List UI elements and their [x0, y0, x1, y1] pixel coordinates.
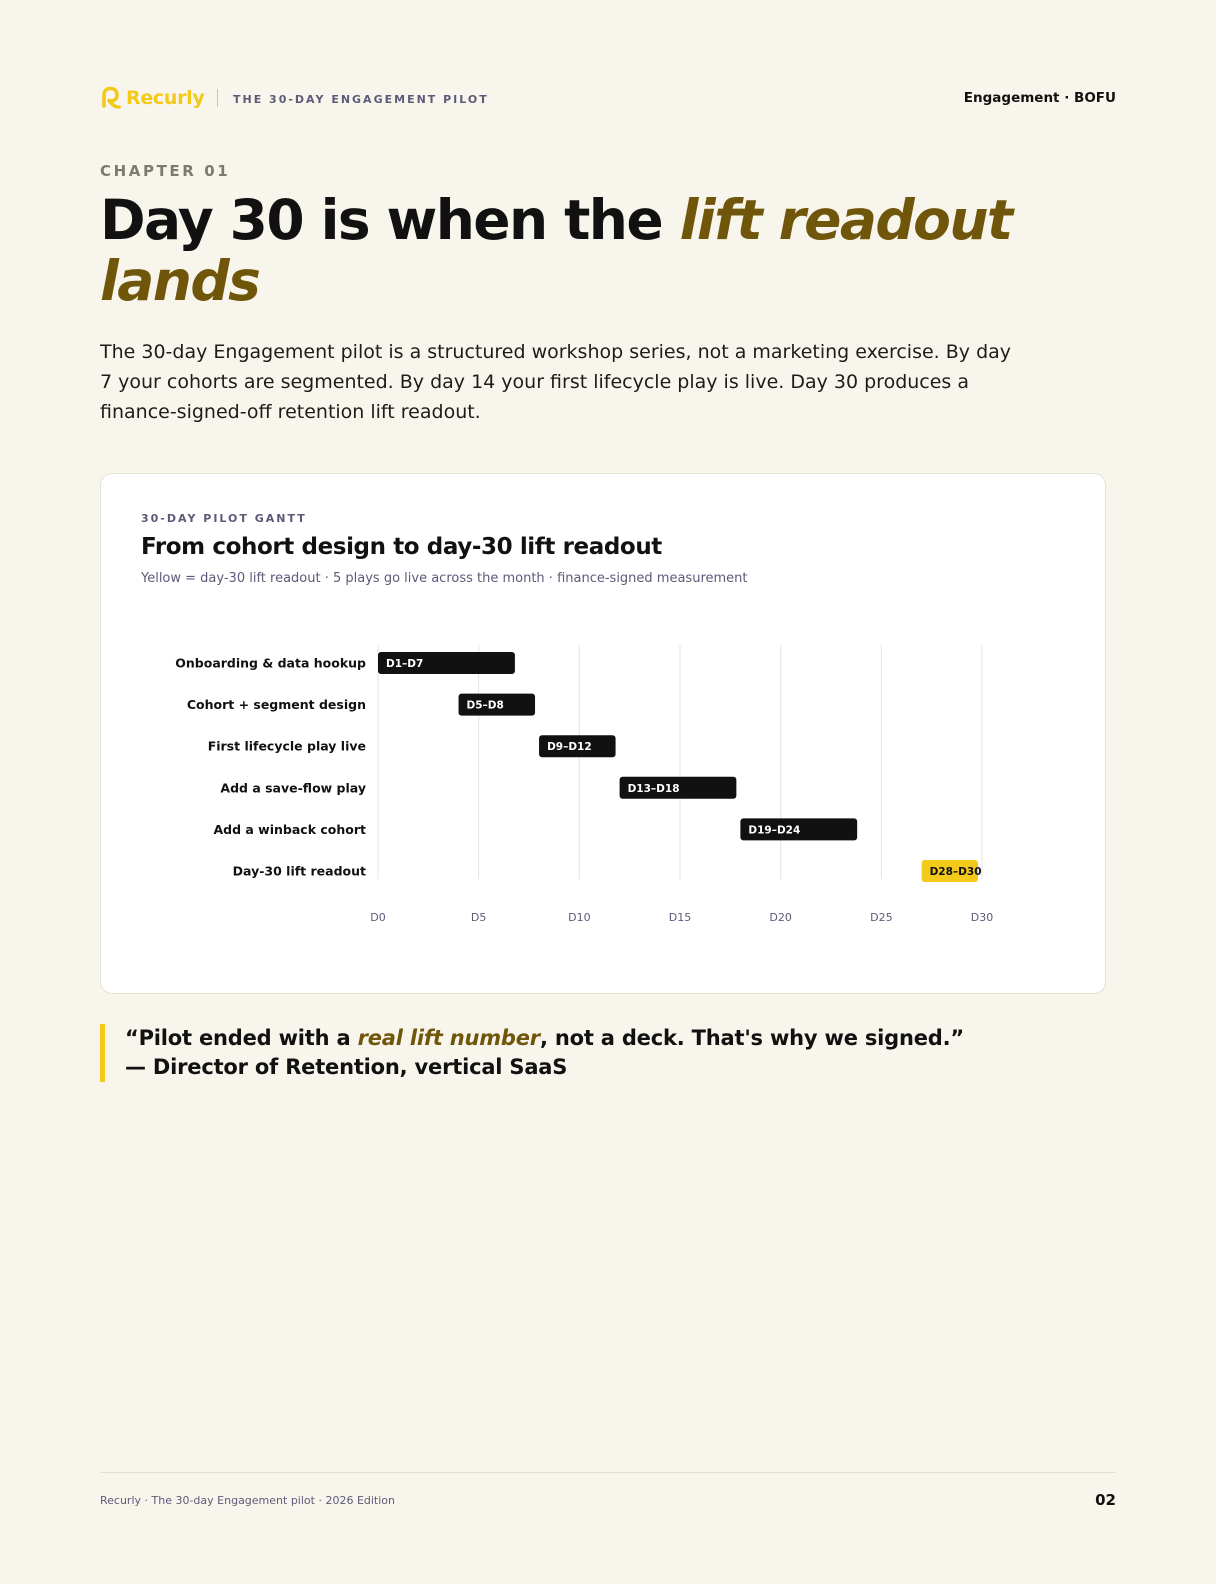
task-label: Onboarding & data hookup — [175, 655, 366, 671]
footer-divider — [100, 1472, 1116, 1473]
x-tick-label: D0 — [370, 911, 386, 924]
title-plain: Day 30 is when the — [100, 188, 680, 252]
task-label: Day-30 lift readout — [232, 863, 366, 879]
gantt-bar-label: D13–D18 — [627, 782, 680, 795]
x-tick-label: D20 — [769, 911, 792, 924]
quote-accent: real lift number — [357, 1026, 540, 1050]
task-label: Add a save-flow play — [220, 780, 366, 796]
footer-text: Recurly · The 30-day Engagement pilot · 2026 Edition — [100, 1494, 396, 1507]
intro-paragraph: The 30-day Engagement pilot is a structured workshop series, not a marketing exercise. By day 7 your cohorts are segmented. By day 14 your first lifecycle play is live. Day 30 produces a finance-signed-off retention lift readout. — [100, 341, 1012, 423]
x-tick-label: D30 — [970, 911, 994, 924]
gantt-chart — [101, 474, 1105, 993]
x-tick-label: D25 — [870, 911, 893, 924]
title-accent: lift readout lands — [100, 188, 1012, 313]
gantt-bar-label: D19–D24 — [748, 824, 801, 837]
testimonial-quote — [100, 1024, 1005, 1082]
x-tick-label: D10 — [568, 911, 591, 924]
brand-logo[interactable] — [100, 86, 204, 110]
gantt-bar-label: D28–D30 — [929, 866, 982, 878]
header-tag: Engagement · BOFU — [963, 90, 1116, 106]
x-tick-label: D15 — [668, 911, 692, 924]
gantt-bar-label: D5–D8 — [466, 699, 504, 712]
card-title: From cohort design to day-30 lift readout — [141, 534, 662, 560]
card-kicker: 30-DAY PILOT GANTT — [141, 512, 307, 525]
chapter-label: CHAPTER 01 — [100, 162, 231, 180]
header-divider — [217, 89, 218, 107]
gantt-card — [100, 473, 1106, 994]
task-label: First lifecycle play live — [207, 738, 366, 754]
card-subtitle: Yellow = day-30 lift readout · 5 plays go live across the month · finance-signed measurement — [141, 571, 748, 586]
gantt-bar-label: D9–D12 — [547, 741, 592, 754]
task-label: Cohort + segment design — [186, 697, 366, 713]
quote-text — [125, 1024, 985, 1082]
gantt-bar-label: D1–D7 — [386, 658, 424, 670]
task-label: Add a winback cohort — [213, 821, 366, 837]
quote-open: “Pilot ended with a — [125, 1026, 358, 1050]
x-tick-label: D5 — [470, 911, 487, 924]
quote-close: , not a deck. That's why we signed.” — Director of Retention, vertical SaaS — [125, 1026, 964, 1079]
page-number: 02 — [1095, 1491, 1116, 1509]
header — [100, 86, 1116, 112]
brand-name: Recurly — [126, 87, 205, 109]
series-title: THE 30-DAY ENGAGEMENT PILOT — [233, 93, 489, 106]
recurly-logo-icon — [100, 86, 122, 110]
page — [100, 0, 1116, 1584]
page-title — [100, 190, 1116, 312]
